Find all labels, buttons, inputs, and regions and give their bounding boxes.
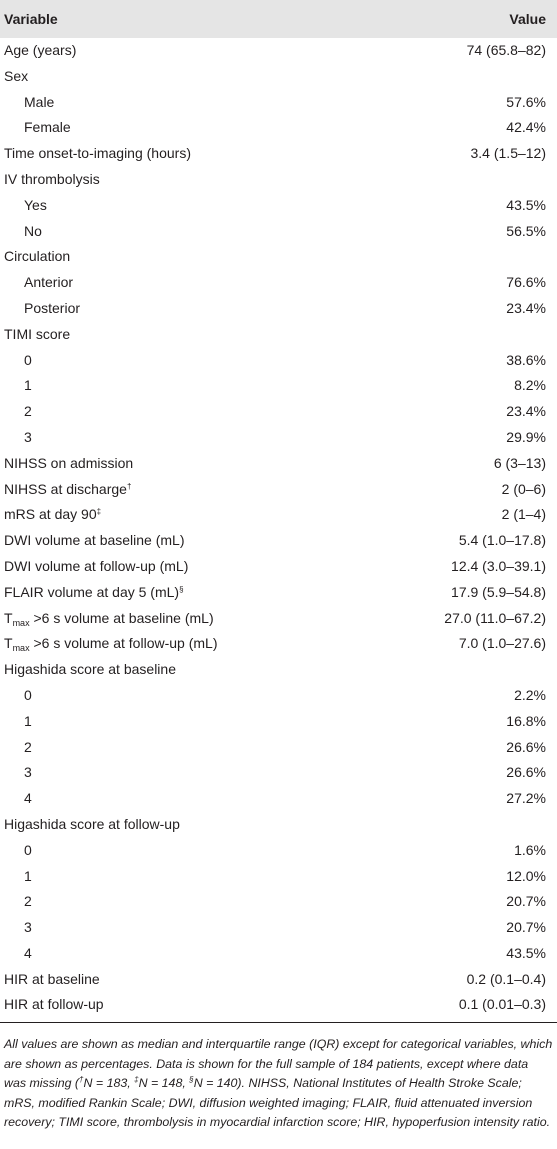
row-label-text: Sex — [4, 67, 29, 84]
row-label — [24, 864, 32, 890]
row-label — [24, 838, 32, 864]
table-row — [0, 167, 557, 193]
row-label-text: 2 — [24, 893, 32, 910]
table-header — [0, 0, 557, 38]
row-label-text: Higashida score at baseline — [4, 661, 176, 678]
table-row — [0, 322, 557, 348]
row-label-footnote-mark: ‡ — [96, 507, 102, 517]
row-label-text: 4 — [24, 944, 32, 961]
row-label-text: Time onset-to-imaging (hours) — [4, 145, 191, 162]
table-row — [0, 348, 557, 374]
table-row — [0, 760, 557, 786]
row-value: 42.4% — [506, 119, 546, 136]
table-row — [0, 554, 557, 580]
table-body — [0, 38, 557, 1018]
table-row — [0, 683, 557, 709]
row-label-text: Higashida score at follow-up — [4, 815, 180, 832]
row-value: 43.5% — [506, 196, 546, 213]
row-label — [24, 219, 42, 245]
row-value: 6 (3–13) — [493, 454, 546, 471]
row-label-text: 0 — [24, 351, 32, 368]
row-label-text: >6 s volume at baseline (mL) — [29, 609, 214, 626]
row-label-footnote-mark: § — [179, 584, 184, 594]
header-value: Value — [509, 11, 546, 27]
row-label — [4, 167, 100, 193]
row-label-text: Posterior — [24, 299, 81, 316]
row-label — [24, 941, 32, 967]
table-row — [0, 64, 557, 90]
row-label — [4, 812, 180, 838]
table-row — [0, 786, 557, 812]
table-row — [0, 477, 557, 503]
row-value: 26.6% — [506, 764, 546, 781]
row-label — [24, 760, 32, 786]
row-label — [24, 889, 32, 915]
row-label-text: Female — [24, 119, 71, 136]
row-value: 2 (1–4) — [501, 506, 546, 523]
row-value: 12.0% — [506, 867, 546, 884]
row-label — [4, 606, 214, 632]
row-label-text: IV thrombolysis — [4, 170, 100, 187]
row-label — [4, 992, 104, 1018]
row-label-text: 0 — [24, 686, 32, 703]
table-row — [0, 889, 557, 915]
table-row — [0, 502, 557, 528]
row-label — [24, 90, 54, 116]
row-value: 26.6% — [506, 738, 546, 755]
table-row — [0, 296, 557, 322]
row-label — [4, 477, 131, 503]
row-label-text: Male — [24, 93, 55, 110]
row-label — [4, 38, 76, 64]
row-value: 27.2% — [506, 790, 546, 807]
footnote-n2: N = 148, — [138, 1076, 190, 1091]
table-row — [0, 580, 557, 606]
row-label-text: HIR at follow-up — [4, 996, 104, 1013]
row-value: 16.8% — [506, 712, 546, 729]
table-row — [0, 399, 557, 425]
row-value: 5.4 (1.0–17.8) — [458, 532, 546, 549]
table-row — [0, 219, 557, 245]
row-label-text: 2 — [24, 403, 32, 420]
row-label-text: 0 — [24, 841, 32, 858]
footnote-section: § — [189, 1075, 194, 1085]
table-row — [0, 812, 557, 838]
row-label-text: 1 — [24, 867, 32, 884]
row-label-text: TIMI score — [4, 325, 71, 342]
row-value: 20.7% — [506, 893, 546, 910]
row-value: 23.4% — [506, 299, 546, 316]
table-row — [0, 915, 557, 941]
row-label-text: 1 — [24, 712, 32, 729]
row-label-text: HIR at baseline — [4, 970, 100, 987]
row-label-text: >6 s volume at follow-up (mL) — [29, 635, 218, 652]
row-label-text: 4 — [24, 790, 32, 807]
table-row — [0, 373, 557, 399]
row-value: 0.2 (0.1–0.4) — [466, 970, 546, 987]
footnote-dagger: † — [79, 1075, 84, 1085]
row-label — [24, 425, 32, 451]
footnote-n3: N = 140). NIHSS, National Institutes of Health Stroke Scale; mRS, modified Rankin Scale; DWI, diffusion weighted imaging; FLAIR, fluid attenuated inversion recovery; TIMI score, thrombolysis in myocardial infarction score; HIR, hypoperfusion intensity ratio. — [4, 1076, 551, 1130]
row-label-text: 3 — [24, 764, 32, 781]
table-row — [0, 38, 557, 64]
row-label-text: Anterior — [24, 274, 74, 291]
table-row — [0, 90, 557, 116]
table-row — [0, 941, 557, 967]
row-label-text: 3 — [24, 919, 32, 936]
row-value: 38.6% — [506, 351, 546, 368]
row-label-prefix: T — [4, 609, 13, 626]
row-label-text: 2 — [24, 738, 32, 755]
row-label-subscript: max — [12, 643, 30, 654]
row-value: 12.4 (3.0–39.1) — [451, 557, 546, 574]
row-label — [24, 735, 32, 761]
row-value: 57.6% — [506, 93, 546, 110]
footnote-double-dagger: ‡ — [134, 1075, 139, 1085]
row-label-text: 3 — [24, 428, 32, 445]
row-value: 56.5% — [506, 222, 546, 239]
row-label-text: DWI volume at baseline (mL) — [4, 532, 185, 549]
table-row — [0, 631, 557, 657]
row-label-text: NIHSS at discharge — [4, 480, 127, 497]
row-label-footnote-mark: † — [126, 481, 132, 491]
table-row — [0, 528, 557, 554]
table-row — [0, 141, 557, 167]
row-label-text: 1 — [24, 377, 32, 394]
row-value: 1.6% — [514, 841, 546, 858]
row-label — [4, 580, 184, 606]
row-label — [4, 322, 70, 348]
row-label-text: Circulation — [4, 248, 71, 265]
table-row — [0, 451, 557, 477]
row-value: 20.7% — [506, 919, 546, 936]
row-value: 7.0 (1.0–27.6) — [458, 635, 546, 652]
row-value: 2 (0–6) — [501, 480, 546, 497]
row-label — [24, 193, 47, 219]
footnote-n1: N = 183, — [83, 1076, 135, 1091]
row-value: 3.4 (1.5–12) — [470, 145, 546, 162]
row-label — [24, 296, 80, 322]
table-row — [0, 992, 557, 1018]
table-row — [0, 270, 557, 296]
table-row — [0, 115, 557, 141]
table-footnote — [0, 1023, 557, 1133]
row-value: 29.9% — [506, 428, 546, 445]
row-label-subscript: max — [12, 617, 30, 628]
header-variable: Variable — [4, 11, 58, 27]
row-value: 43.5% — [506, 944, 546, 961]
row-label — [24, 373, 32, 399]
row-label — [4, 244, 70, 270]
table-row — [0, 838, 557, 864]
row-label — [24, 270, 73, 296]
row-label-text: NIHSS on admission — [4, 454, 134, 471]
table-row — [0, 606, 557, 632]
row-value: 8.2% — [514, 377, 546, 394]
table-row — [0, 244, 557, 270]
row-label — [24, 786, 32, 812]
row-label — [4, 528, 185, 554]
row-value: 74 (65.8–82) — [466, 42, 546, 58]
row-label — [4, 631, 217, 657]
row-label — [4, 554, 188, 580]
table-row — [0, 657, 557, 683]
row-value: 76.6% — [506, 274, 546, 291]
table-row — [0, 735, 557, 761]
row-label — [4, 141, 191, 167]
row-label-text: mRS at day 90 — [4, 506, 97, 523]
row-value: 17.9 (5.9–54.8) — [451, 583, 546, 600]
row-value: 23.4% — [506, 403, 546, 420]
row-value: 0.1 (0.01–0.3) — [458, 996, 546, 1013]
row-value: 2.2% — [514, 686, 546, 703]
row-label — [4, 64, 28, 90]
row-label-text: No — [24, 222, 42, 239]
row-label-text: Yes — [24, 196, 47, 213]
row-label — [24, 399, 32, 425]
row-label — [24, 709, 32, 735]
row-label — [24, 915, 32, 941]
row-label — [24, 348, 32, 374]
table-row — [0, 864, 557, 890]
row-label-prefix: T — [4, 635, 13, 652]
table-row — [0, 425, 557, 451]
row-value: 27.0 (11.0–67.2) — [444, 609, 546, 626]
row-label-text: FLAIR volume at day 5 (mL) — [4, 583, 180, 600]
table-row — [0, 193, 557, 219]
footnote-text-1: All values are shown as median and interquartile range (IQR) except for categorical variables, which are shown as percentages. Data is shown for the full sample of 184 patients, except where data was missing ( — [4, 1037, 553, 1091]
row-label-text: DWI volume at follow-up (mL) — [4, 557, 189, 574]
table-row — [0, 709, 557, 735]
row-label — [4, 502, 101, 528]
row-label — [4, 657, 176, 683]
table-row — [0, 967, 557, 993]
row-label — [4, 451, 133, 477]
row-label — [4, 967, 100, 993]
row-label — [24, 683, 32, 709]
row-label — [24, 115, 71, 141]
row-label-text: Age (years) — [4, 42, 77, 58]
